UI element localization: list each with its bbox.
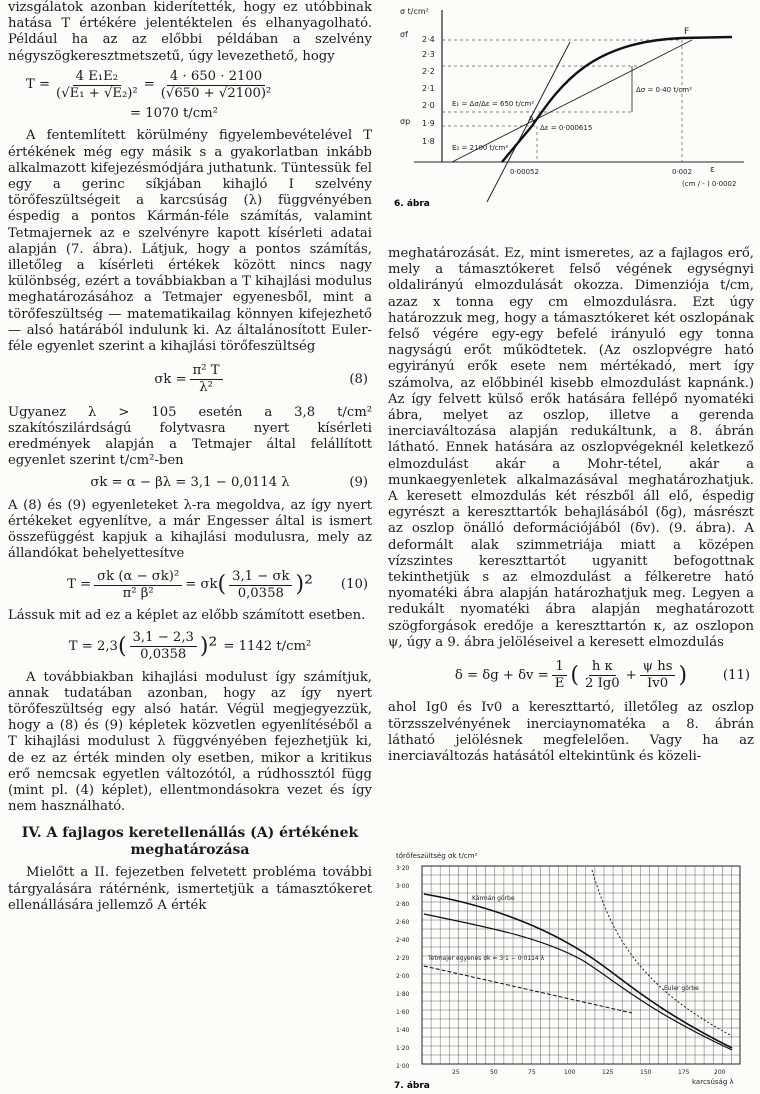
y-tick-label: 1·60 xyxy=(396,1009,410,1016)
x-unit-label: (cm / - ) 0·0002 xyxy=(682,180,737,188)
y-tick-label: 1·80 xyxy=(396,991,410,998)
plus: + xyxy=(625,667,637,683)
fraction xyxy=(229,569,292,602)
fraction xyxy=(130,630,197,663)
paren-close: )² xyxy=(295,572,313,598)
eq-lhs: T = 2,3 xyxy=(68,638,118,654)
paren-open: ( xyxy=(217,572,227,598)
y-tick-label: 2·0 xyxy=(422,101,435,110)
eq-sign: = xyxy=(143,77,155,93)
figure-6 xyxy=(392,2,756,214)
figure-7 xyxy=(392,848,756,1090)
eq-body: σk = α − βλ = 3,1 − 0,0114 λ xyxy=(90,475,290,491)
y-tick-label: 2·3 xyxy=(422,50,435,59)
y-tick-label: 3·20 xyxy=(396,865,410,872)
e1-label: E₁ = Δσ/Δε = 650 t/cm² xyxy=(452,100,535,108)
denominator: 0,0358 xyxy=(140,647,187,663)
equation-number: (11) xyxy=(722,667,750,683)
equation-number: (10) xyxy=(340,577,368,593)
denominator: (√E₁ + √E₂)² xyxy=(56,86,138,102)
x-tick-label: 125 xyxy=(602,1069,614,1076)
y-tick-label: 2·40 xyxy=(396,937,410,944)
delta-sigma-label: Δσ = 0·40 t/cm² xyxy=(636,86,692,94)
grid xyxy=(422,866,740,1064)
equation-number: (8) xyxy=(349,371,368,387)
denominator: E xyxy=(554,676,565,692)
denominator: 0,0358 xyxy=(237,585,284,601)
y-ticks xyxy=(400,7,435,146)
paragraph: A (8) és (9) egyenleteket λ-ra megoldva, az így nyert értékeket egyenlítve, a már Engesser által is ismert összefüggést kapjuk a kihajlási modulusra, mely az állandókat behelyettesítve xyxy=(8,497,372,562)
y-tick-label: 2·1 xyxy=(422,84,435,93)
numerator: 3,1 − σk xyxy=(229,569,292,586)
fraction xyxy=(158,69,275,102)
y-tick-label: 1·8 xyxy=(422,137,435,146)
section-heading: IV. A fajlagos keretellenállás (A) értékének meghatározása xyxy=(21,825,359,859)
eq-lhs: δ = δg + δv = xyxy=(454,667,549,683)
equation-result: = 1070 t/cm² xyxy=(130,106,218,122)
numerator: h κ xyxy=(589,659,616,676)
y-tick-label: 2·80 xyxy=(396,901,410,908)
numerator: σk (α − σk)² xyxy=(94,569,182,586)
eq-result: = 1142 t/cm² xyxy=(223,638,312,654)
sigma-p-label: σp xyxy=(400,117,411,126)
denominator: (√650 + √2100)² xyxy=(160,86,272,102)
equation-8 xyxy=(8,363,372,396)
eq-mid: = σk xyxy=(185,577,218,593)
y-tick-label: 1·00 xyxy=(396,1063,410,1070)
y-tick-label: 2·20 xyxy=(396,955,410,962)
paragraph: A fentemlített körülmény figyelembevételével T értékének még egy másik s a gyakorlatban inkább alkalmazott kifejezésmódjára juthatunk. Tüntessük fel egy a gerinc síkjában kihajló I szelvény törőfeszültségeit a karcsúság (λ) függvényében éspedig a pontos Kármán-féle számítás, valamint Tetmajernek az e szelvényre kapott kísérleti adatai alapján (7. ábra). Látjuk, hogy a pontos számítás, illetőleg a kísérleti értékek között nincs nagy különbség, ezért a továbbiakban a T kihajlási modulus meghatározásához a Tetmajer egyenesből, mint a törőfeszültség — matematikailag könnyen kifejezhető — alsó határából indulunk ki. Az általánosított Euler-féle egyenlet szerint a kihajlási törőfeszültség xyxy=(8,128,372,355)
tetmajer-label: Tetmajer egyenes σk = 3·1 − 0·0114 λ xyxy=(428,955,545,962)
numerator: 4 · 650 · 2100 xyxy=(167,69,265,86)
fraction xyxy=(190,363,223,396)
y-tick-label: 3·00 xyxy=(396,883,410,890)
eq-lhs: T = xyxy=(26,77,51,93)
paragraph: Mielőtt a II. fejezetben felvetett probléma további tárgyalására rátérnénk, ismertetjük a támasztókeret ellenállására jellemző A érték xyxy=(8,865,372,913)
equation-T-check xyxy=(8,630,372,663)
y-tick-label: 2·2 xyxy=(422,67,435,76)
paragraph: vizsgálatok azonban kiderítették, hogy ez utóbbinak hatása T értékére jelentéktelen és elhanyagolható. Például ha az az előbbi példában a szelvény négyszögkeresztmetszetű, úgy levezethető, hogy xyxy=(8,0,372,64)
y-axis-label: törőfeszültség σk t/cm² xyxy=(396,852,478,860)
paren-open: ( xyxy=(570,662,579,688)
figure-caption: 6. ábra xyxy=(394,199,430,209)
y-tick-label: 2·60 xyxy=(396,919,410,926)
numerator: ψ hs xyxy=(640,659,676,676)
eq-lhs: σk = xyxy=(154,371,187,387)
paren-close: ) xyxy=(678,662,688,688)
numerator: 3,1 − 2,3 xyxy=(130,630,197,647)
x-ticks xyxy=(452,1069,726,1076)
equation-11 xyxy=(388,659,754,692)
e2-label: E₂ = 2100 t/cm² xyxy=(452,144,509,152)
left-column xyxy=(8,0,372,914)
paragraph: meghatározását. Ez, mint ismeretes, az a fajlagos erő, mely a támasztókeret felső végének egységnyi oldalirányú elmozdulását okozza. Dimenziója t/cm, azaz x tonna egy cm elmozdulásra. Ezt úgy határozzuk meg, hogy a támasztókeret két oszlopának felső végére egy-egy befelé irányuló egy tonna nagyságú erőt működtetek. (Az oszlopvégre ható egyirányú erők esete nem mértékadó, mert így számolva, az előbbinél kisebb elmozdulást kapnánk.) Az így felvett külső erők hatására fellépő nyomatéki ábra, melyet az oszlop, illetve a gerenda inerciaváltozása alapján redukáltunk, a 8. ábrán látható. Ennek hatására az oszlopvégeknél keletkező elmozdulást akár a Mohr-tétel, akár a munkaegyenletek alkalmazásával meghatározhatjuk. A keresett elmozdulás két részből áll elő, éspedig egyrészt a kereszttartók behajlásából (δg), másrészt az oszlop önálló deformációjából (δv). (9. ábra). A deformált alak szimmetriája miatt a középen vízszintes kereszttartót ugyanitt befogottnak tekinthetjük s az elmozdulást a félkeretre ható nyomatéki ábra alapján határozhatjuk meg. Legyen a redukált nyomatéki ábra alapján meghatározott szögforgások eredője a kereszttartón κ, az oszlopon ψ, úgy a 9. ábra jelöléseivel a keresett elmozdulás xyxy=(388,246,754,650)
equation-T-calc xyxy=(8,69,372,102)
x-tick-label: 150 xyxy=(640,1069,652,1076)
paragraph: Ugyanez λ > 105 esetén a 3,8 t/cm² szakítószilárdságú folytvasra nyert kísérleti eredmények alapján a Tetmajer által felállított egyenlet szerint t/cm²-ben xyxy=(8,404,372,469)
equation-10 xyxy=(8,569,372,602)
y-tick-label: 1·20 xyxy=(396,1045,410,1052)
denominator: Iv0 xyxy=(647,676,669,692)
fraction xyxy=(640,659,676,692)
x-tick-label: 0·00052 xyxy=(510,168,539,176)
paragraph: ahol Ig0 és Iv0 a kereszttartó, illetőleg az oszlop törzsszelvényének inerciaynomatéka a 8. ábrán látható jelölésnek megfelelően. Vagy ha az inerciaváltozás hatásától eltekintünk és közeli- xyxy=(388,700,754,765)
numerator: π² T xyxy=(190,363,223,380)
x-tick-label: 25 xyxy=(452,1069,460,1076)
eq-lhs: T = xyxy=(67,577,92,593)
x-tick-label: 75 xyxy=(528,1069,536,1076)
paragraph: A továbbiakban kihajlási modulust így számítjuk, annak tudatában azonban, hogy az így nyert törőfeszültség egy alsó határ. Végül megjegyezzük, hogy a (8) és (9) képletek közvetlen egyenlítéséből a T kihajlási modulust λ függvényében fejezhetjük ki, de ez az érték minden oly esetben, mikor a kritikus erő nemcsak egyetlen változótól, a rúdhossztól függ (mint pl. (4) képlet), ellentmondásokra vezet és így nem használható. xyxy=(8,669,372,815)
denominator: λ² xyxy=(199,380,213,396)
y-tick-label: 1·9 xyxy=(422,119,435,128)
equation-9 xyxy=(8,475,372,491)
figure-caption: 7. ábra xyxy=(394,1081,430,1090)
x-axis-label: karcsúság λ xyxy=(692,1078,734,1086)
fraction xyxy=(582,659,623,692)
y-ticks xyxy=(396,865,410,1070)
karman-label: Kármán görbe xyxy=(472,895,515,902)
x-tick-label: 50 xyxy=(490,1069,498,1076)
x-tick-label: 175 xyxy=(678,1069,690,1076)
equation-number: (9) xyxy=(349,475,368,491)
x-tick-label: 100 xyxy=(564,1069,576,1076)
paren-open: ( xyxy=(117,633,127,659)
euler-label: Euler görbe xyxy=(664,985,699,992)
denominator: 2 Ig0 xyxy=(584,676,620,692)
fraction xyxy=(53,69,141,102)
stress-strain-curve xyxy=(502,37,732,162)
x-axis-label: ε xyxy=(710,165,715,175)
figure-6-plot xyxy=(392,2,756,214)
paren-close: )² xyxy=(199,633,218,659)
y-tick-label: 2·00 xyxy=(396,973,410,980)
point-f-label: F xyxy=(684,27,690,37)
fraction xyxy=(552,659,568,692)
y-tick-label: 2·4 xyxy=(422,35,435,44)
numerator: 4 E₁E₂ xyxy=(73,69,121,86)
paragraph: Lássuk mit ad ez a képlet az előbb számított esetben. xyxy=(8,607,366,623)
point-a-label: A xyxy=(528,115,535,125)
y-axis-label: σ t/cm² xyxy=(400,7,429,16)
x-tick-label: 0·002 xyxy=(672,168,693,176)
sigma-f-label: σf xyxy=(400,30,408,39)
delta-eps-label: Δε = 0·000615 xyxy=(540,124,593,132)
x-tick-label: 200 xyxy=(714,1069,726,1076)
right-column xyxy=(388,246,754,765)
numerator: 1 xyxy=(552,659,566,676)
fraction xyxy=(94,569,182,602)
denominator: π² β² xyxy=(122,585,154,601)
y-tick-label: 1·40 xyxy=(396,1027,410,1034)
figure-7-plot xyxy=(392,848,756,1090)
